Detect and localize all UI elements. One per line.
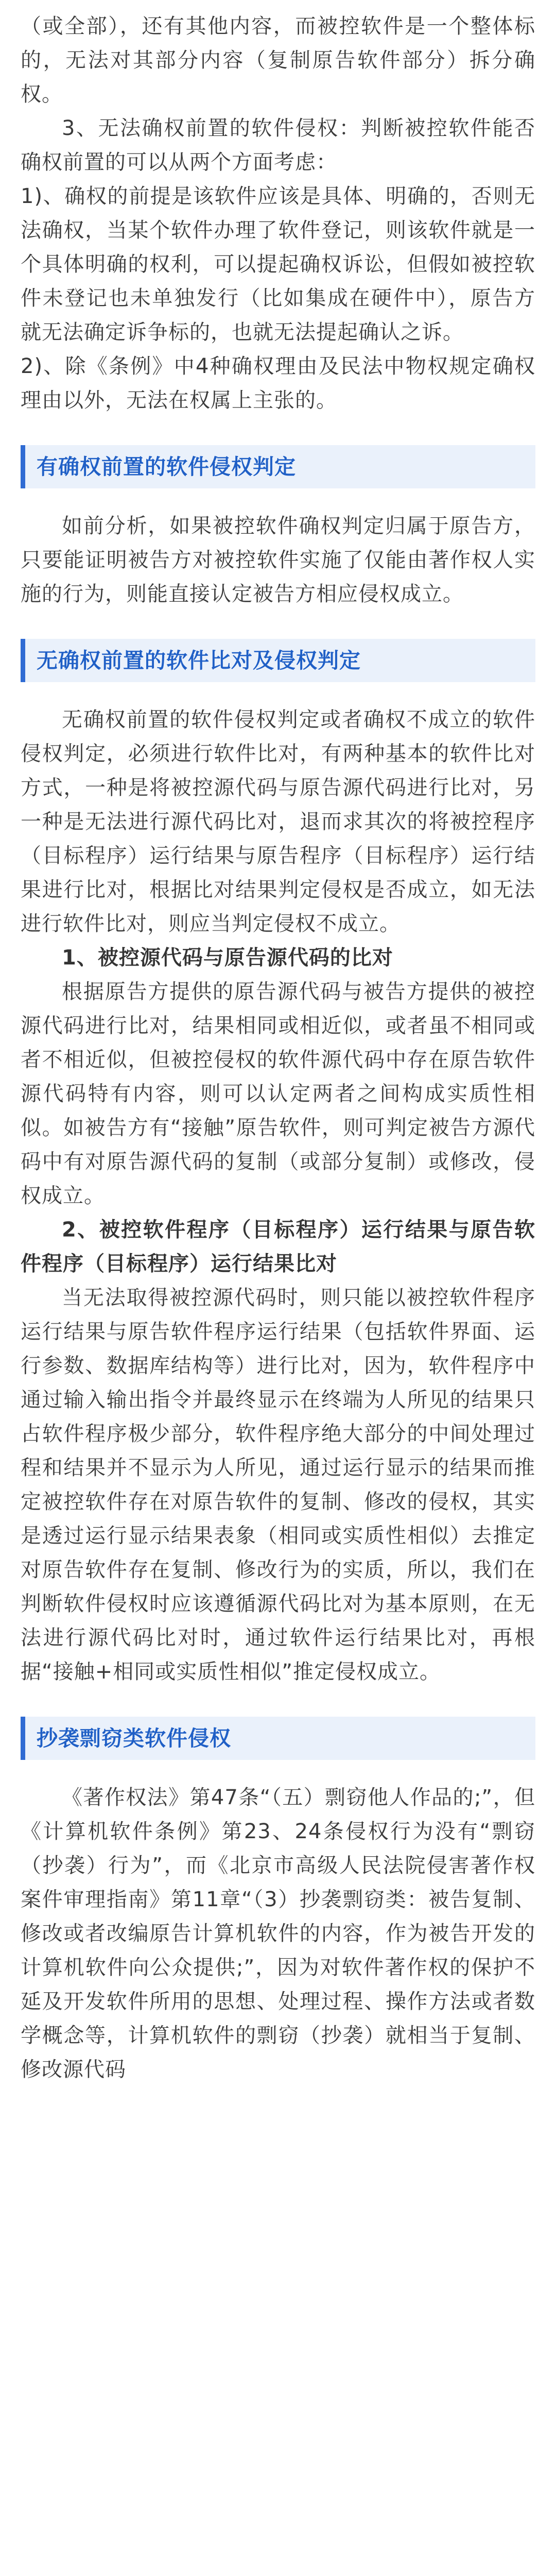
inline-text: 判断被控软件能否确权前置的可以从两个方面考虑： [21,116,536,174]
inline-subheading: 3、无法确权前置的软件侵权： [62,116,361,140]
paragraph: （或全部），还有其他内容，而被控软件是一个整体标的，无法对其部分内容（复制原告软件部分）拆分确权。 [21,14,535,106]
subheading: 1、被控源代码与原告源代码的比对 [62,946,393,970]
paragraph: 《著作权法》第47条“（五）剽窃他人作品的;”，但《计算机软件条例》第23、24条侵权行为没有“剽窃（抄袭）行为”，而《北京市高级人民法院侵害著作权案件审理指南》第11章“（3）抄袭剽窃类：被告复制、修改或者改编原告计算机软件的内容，作为被告开发的计算机软件向公众提供;”，因为对软件著作权的保护不延及开发软件所用的思想、处理过程、操作方法或者数学概念等，计算机软件的剽窃（抄袭）就相当于复制、修改源代码 [21,1786,535,2081]
subheading: 2、被控软件程序（目标程序）运行结果与原告软件程序（目标程序）运行结果比对 [21,1218,535,1276]
paragraph: 无确权前置的软件侵权判定或者确权不成立的软件侵权判定，必须进行软件比对，有两种基本的软件比对方式，一种是将被控源代码与原告源代码进行比对，另一种是无法进行源代码比对，退而求其次的将被控程序（目标程序）运行结果与原告程序（目标程序）运行结果进行比对，根据比对结果判定侵权是否成立，如无法进行软件比对，则应当判定侵权不成立。 [21,708,535,936]
paragraph: 当无法取得被控源代码时，则只能以被控软件程序运行结果与原告软件程序运行结果（包括软件界面、运行参数、数据库结构等）进行比对，因为，软件程序中通过输入输出指令并最终显示在终端为人所见的结果只占软件程序极少部分，软件程序绝大部分的中间处理过程和结果并不显示为人所见，通过运行显示的结果而推定被控软件存在对原告软件的复制、修改的侵权，其实是透过运行显示结果表象（相同或实质性相似）去推定对原告软件存在复制、修改行为的实质，所以，我们在判断软件侵权时应该遵循源代码比对为基本原则，在无法进行源代码比对时，通过软件运行结果比对，再根据“接触+相同或实质性相似”推定侵权成立。 [21,1286,535,1684]
paragraph-criterion-3 [21,111,535,179]
section-heading: 无确权前置的软件比对及侵权判定 [21,639,535,682]
paragraph: 2)、除《条例》中4种确权理由及民法中物权规定确权理由以外，无法在权属上主张的。 [21,354,535,412]
section-heading: 有确权前置的软件侵权判定 [21,445,535,488]
paragraph: 1)、确权的前提是该软件应该是具体、明确的，否则无法确权，当某个软件办理了软件登记，则该软件就是一个具体明确的权利，可以提起确权诉讼，但假如被控软件未登记也未单独发行（比如集成在硬件中），原告方就无法确定诉争标的，也就无法提起确认之诉。 [21,184,535,344]
paragraph: 根据原告方提供的原告源代码与被告方提供的被控源代码进行比对，结果相同或相近似，或者虽不相同或者不相近似，但被控侵权的软件源代码中存在原告软件源代码特有内容，则可以认定两者之间构成实质性相似。如被告方有“接触”原告软件，则可判定被告方源代码中有对原告源代码的复制（或部分复制）或修改，侵权成立。 [21,980,535,1208]
section-heading: 抄袭剽窃类软件侵权 [21,1717,535,1760]
paragraph: 如前分析，如果被控软件确权判定归属于原告方，只要能证明被告方对被控软件实施了仅能由著作权人实施的行为，则能直接认定被告方相应侵权成立。 [21,514,535,606]
